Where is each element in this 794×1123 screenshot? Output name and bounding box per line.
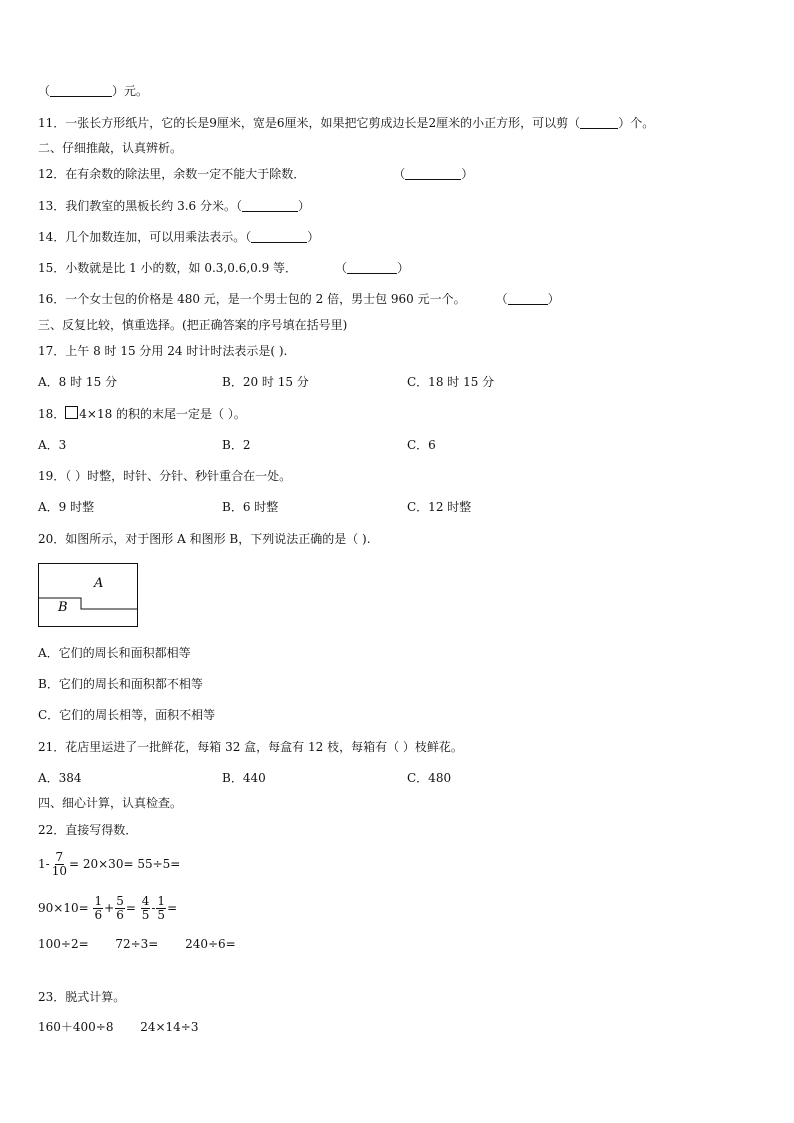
answer-blank[interactable] [347,261,397,274]
q20-option-a[interactable]: A．它们的周长和面积都相等 [38,646,191,660]
q10-tail: （ ）元。 [38,84,149,98]
question-14: 14．几个加数连加，可以用乘法表示。（ ） [38,230,320,244]
q21-option-a[interactable]: A．384 [38,771,82,785]
answer-blank[interactable] [251,230,307,243]
question-18: 18． 4×18 的积的末尾一定是（ ）。 [38,407,246,421]
answer-blank[interactable] [580,116,618,129]
q20-figure [38,563,140,629]
section-4-heading: 四、细心计算，认真检查。 [38,796,183,810]
q21-option-b[interactable]: B．440 [222,771,266,785]
figure-label-b: B [58,600,68,615]
fraction: $\frac{4}{5}$ [141,894,150,922]
figure-label-a: A [94,576,104,591]
q17-option-c[interactable]: C．18 时 15 分 [407,375,495,389]
section-3-heading: 三、反复比较，慎重选择。(把正确答案的序号填在括号里) [38,318,348,332]
empty-box-icon [65,406,78,419]
answer-blank[interactable] [50,84,112,97]
q22-row-1: 1- $\frac{7}{10}$ = 20×30= 55÷5= [38,850,181,878]
q19-option-a[interactable]: A．9 时整 [38,500,95,514]
section-2-heading: 二、仔细推敲，认真辨析。 [38,141,183,155]
question-17: 17．上午 8 时 15 分用 24 时计时法表示是( ). [38,344,288,358]
question-16: 16．一个女士包的价格是 480 元，是一个男士包的 2 倍，男士包 960 元一个。 （ ） [38,292,560,306]
fraction: $\frac{7}{10}$ [51,850,67,878]
q18-option-b[interactable]: B．2 [222,438,251,452]
q19-option-c[interactable]: C．12 时整 [407,500,472,514]
answer-blank[interactable] [508,292,548,305]
question-19: 19．（ ）时整，时针、分针、秒针重合在一处。 [38,469,292,483]
q18-option-c[interactable]: C．6 [407,438,436,452]
question-11: 11．一张长方形纸片，它的长是9厘米，宽是6厘米，如果把它剪成边长是2厘米的小正方形，可以剪（ ）个。 [38,116,655,130]
question-13: 13．我们教室的黑板长约 3.6 分米。（ ） [38,199,310,213]
q20-option-c[interactable]: C．它们的周长相等，面积不相等 [38,708,216,722]
q22-row-3: 100÷2= 72÷3= 240÷6= [38,937,236,951]
q17-option-a[interactable]: A．8 时 15 分 [38,375,118,389]
fraction: $\frac{5}{6}$ [116,894,124,922]
q19-option-b[interactable]: B．6 时整 [222,500,279,514]
question-20: 20．如图所示，对于图形 A 和图形 B，下列说法正确的是（ ). [38,532,371,546]
fraction: $\frac{1}{6}$ [94,894,103,922]
answer-blank[interactable] [405,167,461,180]
q22-row-2: 90×10= $\frac{1}{6}$ + $\frac{5}{6}$ = $\frac{4}{5}$ - $\frac{1}{5}$ = [38,894,178,922]
q21-option-c[interactable]: C．480 [407,771,452,785]
fraction: $\frac{1}{5}$ [157,894,166,922]
q17-option-b[interactable]: B．20 时 15 分 [222,375,309,389]
question-22: 22．直接写得数． [38,823,138,837]
question-12: 12．在有余数的除法里，余数一定不能大于除数． （ ） [38,167,474,181]
question-15: 15．小数就是比 1 小的数，如 0.3,0.6,0.9 等． （ ） [38,261,410,275]
q23-expressions: 160＋400÷8 24×14÷3 [38,1020,199,1034]
question-23: 23．脱式计算。 [38,990,126,1004]
q20-option-b[interactable]: B．它们的周长和面积都不相等 [38,677,203,691]
q18-option-a[interactable]: A．3 [38,438,67,452]
answer-blank[interactable] [242,199,298,212]
question-21: 21．花店里运进了一批鲜花，每箱 32 盒，每盒有 12 枝，每箱有（ ）枝鲜花。 [38,740,463,754]
